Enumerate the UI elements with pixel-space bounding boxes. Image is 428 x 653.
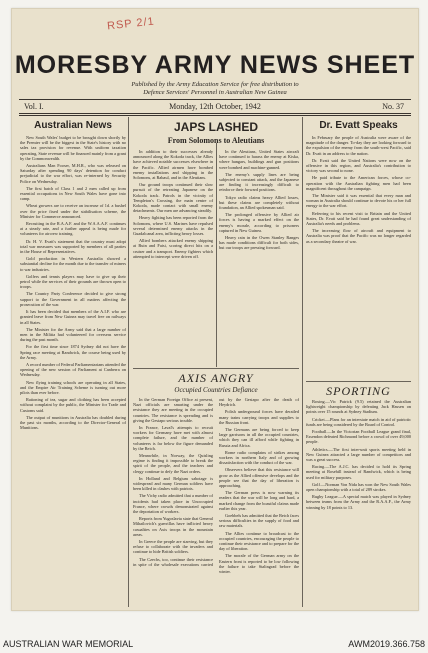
rule-bottom-double (19, 115, 411, 116)
news-paragraph: Rationing of tea, sugar and clothing has been accepted without complaint by the public, the Minister for Trade and Customs said. (20, 397, 126, 413)
sporting-rule (306, 381, 411, 382)
news-paragraph: Gold production in Western Australia showed a substantial decline for the month due to the transfer of miners to war industries. (20, 256, 126, 272)
main-story-body (133, 149, 299, 259)
axis-paragraph: In the German Foreign Office at present, Nazi officials are smarting under the resistance they are meeting in the occupied countries. The resistance is spreading and is giving the Gestapo serious trouble. (133, 397, 213, 423)
column-divider-right (302, 117, 303, 607)
australian-news-heading: Australian News (34, 120, 112, 131)
axis-paragraph: The Vichy radio admitted that a number of incidents had taken place in Unoccupied France, where crowds demonstrated against the deportation of workers. (133, 493, 213, 515)
rule-top (19, 99, 411, 100)
evatt-paragraph: Referring to his recent visit to Britain and the United States, Dr. Evatt said he had found great understanding of Australia's needs and problems. (306, 210, 411, 227)
news-paragraph: New South Wales' budget to be brought down shortly by the Premier will be the biggest in the State's history with no sales tax provision for revenue. With uniform taxation operating, State revenue will be financed mainly from a grant by the Commonwealth. (20, 135, 126, 161)
australian-news-body (20, 135, 126, 430)
axis-paragraph: Observers believe that this resistance will grow as the Allied offensive develops and the people see that the day of liberation is approaching. (219, 467, 299, 489)
sporting-paragraph: Golf.—Norman Von Nida has won the New South Wales open championship with a total of 289 strokes. (306, 481, 411, 493)
evatt-heading: Dr. Evatt Speaks (319, 120, 398, 131)
axis-story-subheading: Occupied Countries Defiance (174, 386, 258, 394)
subtitle-line-1: Published by the Army Education Service for free distribution to (131, 81, 299, 88)
sporting-paragraph: Racing.—The A.J.C. has decided to hold its Spring meeting at Rosehill instead of Randwick, which is being used for military purposes. (306, 464, 411, 480)
news-paragraph: It has been decided that members of the A.I.F. who are granted leave from New Guinea may travel free on railways in all States. (20, 309, 126, 325)
axis-paragraph: In Greece the people are starving, but they refuse to collaborate with the invaders and continue to hide British soldiers. (133, 539, 213, 555)
axis-paragraph: The Czechs, too, continue their resistance in spite of the wholesale executions carried out by the Gestapo after the death of Heydrich. (133, 397, 299, 567)
main-story-paragraph: Tokyo radio claims heavy Allied losses, but these claims are completely without foundation, an Allied spokesman said. (219, 194, 299, 211)
main-story-heading: JAPS LASHED (173, 120, 259, 134)
sporting-body (306, 399, 411, 510)
main-story-paragraph: Heavy rain in the Owen Stanley Ranges has made conditions difficult for both sides, but our troops are pressing forward. (219, 235, 299, 251)
footer-source: AUSTRALIAN WAR MEMORIAL (3, 639, 134, 649)
axis-paragraph: In France, Laval's attempts to recruit workers for Germany have met with almost complete failure, and the number of volunteers is far below the figure demanded by the Reich. (133, 425, 213, 451)
sporting-paragraph: Boxing.—Vic Patrick (9.5) retained the Australian lightweight championship by defeating Jack Hassen on points over 15 rounds at Sydney Stadium. (306, 399, 411, 415)
australian-news-column (20, 118, 126, 606)
news-paragraph: Golfers and tennis players may have to give up their petrol while the services of their grounds are thrown open to troops. (20, 273, 126, 290)
evatt-body (306, 135, 411, 244)
subtitle-line-2: Defence Services' Personnel in Australian New Guinea (143, 89, 287, 96)
masthead: MORESBY ARMY NEWS SHEET (14, 51, 416, 79)
main-story-paragraph: Our ground troops continued their slow pursuit of the retreating Japanese on the Kokoda track. Patrols in the vicinity of Templeton's Crossing, the main centre of Kokoda, made contact with small enemy detachments. Our men are advancing steadily. (133, 182, 213, 214)
sporting-paragraph: Football.—In the Victorian Football League grand final, Essendon defeated Richmond before a crowd of over 49,000 people. (306, 429, 411, 445)
axis-paragraph: Polish underground forces have derailed many trains carrying troops and supplies to the Russian front. (219, 409, 299, 425)
axis-paragraph: The Allies continue to broadcast to the occupied countries, encouraging the people to continue their resistance and to prepare for the day of liberation. (219, 530, 299, 552)
news-paragraph: For the first time since 1874 Sydney did not have the Spring race meeting at Randwick, the course being used by the Army. (20, 344, 126, 360)
archive-stamp: RSP 2/1 (106, 15, 156, 33)
evatt-paragraph: He paid tribute to the American forces, whose co-operation with the Australian fighting men had been magnificent throughout the campaign. (306, 175, 411, 191)
news-paragraph: The first batch of Class 1 and 2 men called up from essential occupations in New South Wales have gone into camp. (20, 185, 126, 202)
axis-story-rule (133, 368, 299, 369)
rule-bottom (19, 113, 411, 114)
evatt-paragraph: The increasing flow of aircraft and equipment to Australia was proof that the Pacific was no longer regarded as a secondary theatre of war. (306, 228, 411, 244)
axis-paragraph: The Germans are being forced to keep large garrisons in all the occupied countries, which they can ill afford while fighting in Russia and Africa. (219, 427, 299, 448)
news-paragraph: The Minister for the Army said that a large number of men in the Militia had volunteered for overseas service during the past month. (20, 326, 126, 343)
axis-paragraph: Goebbels has admitted that the Reich faces serious difficulties in the supply of food and raw materials. (219, 513, 299, 529)
footer-accession: AWM2019.366.758 (348, 639, 425, 649)
main-story-paragraph: Allied bombers attacked enemy shipping at Buin and Faisi, scoring direct hits on a cruiser and a transport. Enemy fighters which attempted to intercept were driven off. (133, 238, 213, 259)
main-story-paragraph: In the Aleutians, United States aircraft have continued to harass the enemy at Kiska, where hangars, buildings and gun positions were bombed and machine-gunned. (219, 149, 299, 170)
news-paragraph: New flying training schools are operating in all States, and the Empire Air Training Scheme is turning out more pilots than ever before. (20, 379, 126, 395)
news-sheet (11, 8, 419, 611)
news-paragraph: Australians Man Fooser, M.H.R., who was released on Saturday after spending 90 days' detention for conduct prejudicial to the war effort, was re-interned by Security Police on Wednesday. (20, 163, 126, 184)
news-paragraph: The output of munitions in Australia has doubled during the past six months, according to the Director-General of Munitions. (20, 414, 126, 431)
main-story-paragraph: The prolonged offensive by Allied air forces is having a marked effect on the enemy's morale, according to prisoners captured in New Guinea. (219, 212, 299, 233)
archive-footer (0, 638, 428, 653)
axis-paragraph: In Holland and Belgium sabotage is widespread and many German soldiers have been killed in clashes with patriots. (133, 475, 213, 492)
evatt-paragraph: The Minister said it was essential that every man and woman in Australia should continue to devote his or her full energy to the war effort. (306, 193, 411, 209)
news-paragraph: The Country Party Conference decided to give strong support to the Government in all matters affecting the prosecution of the war. (20, 291, 126, 307)
issue-date: Monday, 12th October, 1942 (169, 102, 261, 111)
sporting-paragraph: Cricket.—Plans for an interstate match in aid of patriotic funds are being considered by the Board of Control. (306, 416, 411, 427)
evatt-paragraph: Dr. Evatt said the United Nations were now on the offensive in this region, and Australia's contribution to victory was second to none. (306, 157, 411, 174)
column-divider-left (128, 117, 129, 607)
news-paragraph: Recruiting in the R.A.A.F. and the W.A.A.A.F. continues at a steady rate, and a further appeal is being made for volunteers for aircrew training. (20, 221, 126, 237)
sporting-paragraph: Rugby League.—A special match was played in Sydney between teams from the Army and the R.A.A.F., the Army winning by 18 points to 13. (306, 494, 411, 510)
evatt-column (306, 118, 411, 380)
axis-paragraph: Meanwhile, in Norway, the Quisling regime is finding it impossible to break the spirit of the people, and the teachers and clergy continue to defy the Nazi orders. (133, 453, 213, 474)
axis-paragraph: The German press is now warning its readers that the war will be long and hard, a marked change from the boastful claims made earlier this year. (219, 490, 299, 511)
sporting-column (306, 384, 411, 606)
main-story-paragraph: In addition to their successes already announced along the Kokoda track, the Allies have achieved notable successes elsewhere in the Pacific. Allied airmen have bombed enemy installations and shipping in the Solomons, at Rabaul, and in the Aleutians. (133, 149, 213, 181)
main-story-paragraph: The enemy's supply lines are being subjected to constant attack, and the Japanese are finding it increasingly difficult to reinforce their forward positions. (219, 171, 299, 193)
news-paragraph: Wheat growers are to receive an increase of 1d. a bushel over the price fixed under the stabilisation scheme, the Minister for Commerce announced. (20, 203, 126, 219)
sporting-heading: SPORTING (326, 384, 391, 398)
axis-paragraph: Reports from Yugoslavia state that General Mihailovich's guerrillas have inflicted heavy casualties on Axis troops in the mountain areas. (133, 516, 213, 537)
news-paragraph: A record number of Federal Parliamentarians attended the opening of the new session of Parliament at Canberra on Wednesday. (20, 361, 126, 378)
sporting-paragraph: Athletics.—The first inter-unit sports meeting held in New Guinea attracted a large number of competitors and was a great success. (306, 446, 411, 463)
axis-paragraph: Rome radio complains of strikes among workers in northern Italy and of growing dissatisfaction with the conduct of the war. (219, 449, 299, 466)
news-paragraph: Dr. H. V. Evatt's statement that the country must adopt total war measures was supported by members of all parties in the House of Representatives. (20, 238, 126, 255)
main-story-paragraph: Heavy fighting has been reported from the Solomons, where U.S. Marines have repulsed several determined enemy attacks in the Guadalcanal area, inflicting heavy losses. (133, 215, 213, 237)
main-story-subheading: From Solomons to Aleutians (167, 136, 265, 145)
evatt-paragraph: In February the people of Australia were aware of the magnitude of the danger. To-day they are looking forward to the expulsion of the enemy from the south-west Pacific, said Dr. Evatt in an address to the nation. (306, 135, 411, 156)
axis-story-heading: AXIS ANGRY (178, 371, 254, 385)
axis-story (133, 371, 299, 606)
main-story (133, 118, 299, 366)
axis-story-body (133, 397, 299, 574)
volume-label: Vol. I. (24, 102, 44, 111)
issue-number: No. 37 (382, 102, 404, 111)
axis-paragraph: The morale of the German army on the Eastern front is reported to be low following the failure to take Stalingrad before the winter. (219, 553, 299, 575)
